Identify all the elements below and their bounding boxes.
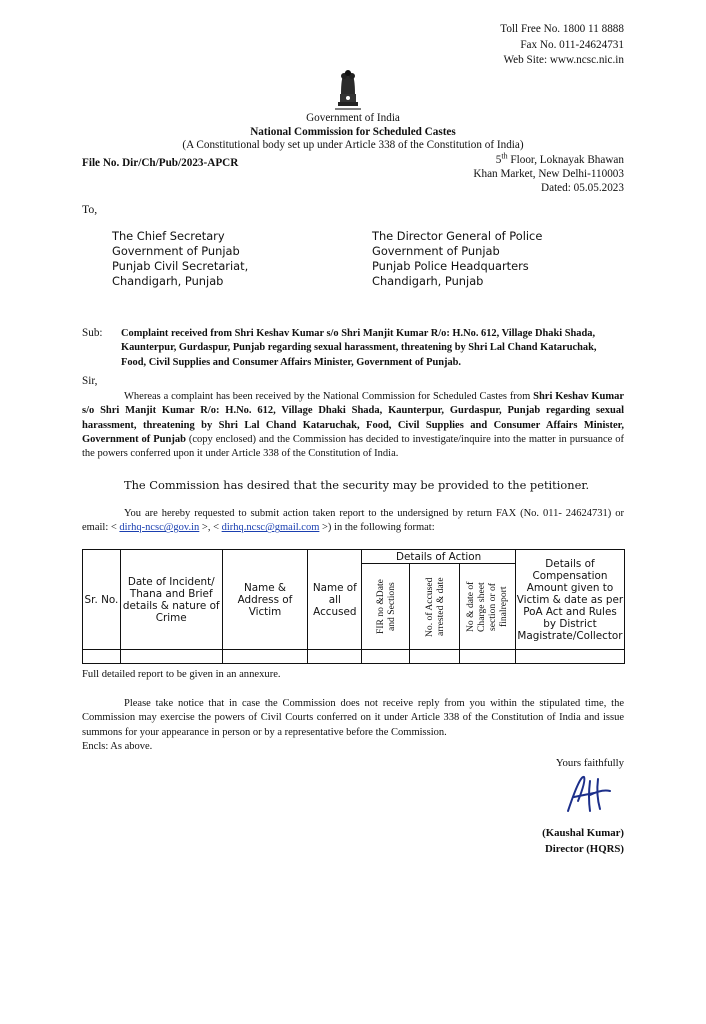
annexure-note: Full detailed report to be given in an annexure. (82, 669, 281, 680)
col-accused: Name of all Accused (308, 550, 362, 650)
addressee-left-line: Chandigarh, Punjab (112, 274, 224, 288)
report-format-table (82, 549, 625, 664)
file-number: File No. Dir/Ch/Pub/2023-APCR (82, 157, 239, 169)
floor-suffix: th (501, 151, 508, 161)
to-label: To, (82, 202, 98, 216)
col-victim: Name & Address of Victim (222, 550, 308, 650)
col-compensation: Details of Compensation Amount given to Victim & date as per PoA Act and Rules by District Magistrate/Collector (515, 550, 624, 650)
email-link-gov[interactable]: dirhq-ncsc@gov.in (119, 522, 200, 534)
para1-bold: Shri Keshav Kumar s/o Shri Manjit Kumar R/o: H.No. 612, Village Dhaki Shada, Kaunterpur, Gurdaspur, Punjab regarding sexual harassment, threatening by Shri Lal Chand Kataruchak, Food, Civil Supplies and Consumer Affairs Minister, Government of Punjab (82, 391, 624, 445)
toll-free-number: Toll Free No. 1800 11 8888 (500, 23, 624, 35)
col-arrested: No. of Accused arrested & date (423, 576, 446, 637)
request-paragraph (82, 507, 624, 536)
addressee-right-line: The Director General of Police (372, 229, 543, 243)
col-fir: FIR no &Date and Sections (374, 579, 397, 634)
closing: Yours faithfully (555, 757, 624, 769)
email-link-gmail[interactable]: dirhq.ncsc@gmail.com (221, 522, 320, 534)
commission-name: National Commission for Scheduled Castes (250, 125, 456, 138)
addressee-left-line: The Chief Secretary (112, 229, 225, 243)
table-row (83, 650, 625, 664)
complaint-paragraph (82, 390, 624, 461)
col-incident: Date of Incident/ Thana and Brief details & nature of Crime (120, 550, 222, 650)
letter-date: Dated: 05.05.2023 (541, 182, 624, 194)
floor-number: 5 (495, 154, 502, 166)
addressee-right-line: Punjab Police Headquarters (372, 259, 529, 273)
floor-rest: Floor, Loknayak Bhawan (507, 154, 624, 166)
contact-block (500, 22, 624, 69)
col-details-action: Details of Action (362, 550, 516, 564)
commission-subtitle: (A Constitutional body set up under Article 338 of the Constitution of India) (182, 139, 524, 152)
col-chargesheet: No & date of Charge sheet section or of finalreport (465, 581, 510, 632)
signatory (542, 825, 624, 857)
para2-text: You are hereby requested to submit action taken report to the undersigned by return FAX (No. 011- 24624731) or email: < (82, 508, 624, 534)
addressee-left-line: Government of Punjab (112, 244, 240, 258)
national-emblem-icon (331, 64, 365, 114)
govt-name: Government of India (306, 112, 400, 124)
addressee-left-line: Punjab Civil Secretariat, (112, 259, 249, 273)
letterhead (0, 112, 706, 153)
subject-label: Sub: (82, 327, 103, 339)
col-sr-no: Sr. No. (83, 550, 121, 650)
enclosures: Encls: As above. (82, 741, 153, 752)
office-line2: Khan Market, New Delhi-110003 (473, 168, 624, 180)
para2-end: >) in the following format: (321, 522, 435, 534)
security-directive: The Commission has desired that the security may be provided to the petitioner. (124, 478, 590, 492)
addressee-right (372, 229, 542, 289)
subject-text: Complaint received from Shri Keshav Kumar s/o Shri Manjit Kumar R/o: H.No. 612, Village Dhaki Shada, Kaunterpur, Gurdaspur, Punjab regarding sexual harassment, threatening by Shri Lal Chand Kataruchak, Food, Civil Supplies and Consumer Affairs Minister, Government of Punjab. (121, 328, 597, 368)
signatory-title: Director (HQRS) (544, 843, 624, 855)
office-address (473, 153, 624, 195)
salutation: Sir, (82, 375, 98, 387)
addressee-right-line: Government of Punjab (372, 244, 500, 258)
addressee-right-line: Chandigarh, Punjab (372, 274, 484, 288)
signatory-name: (Kaushal Kumar) (542, 827, 624, 839)
para1-intro: Whereas a complaint has been received by the National Commission for Scheduled Castes from (124, 391, 531, 402)
signature-icon (560, 771, 620, 819)
para3-text: Please take notice that in case the Commission does not receive reply from you within the stipulated time, the Commission may exercise the powers of Civil Courts conferred on it under Article 338 of the Constitution of India and issue summons for your appearance in person or by a representative before the Commission. (82, 698, 624, 738)
para2-sep: >, < (201, 522, 219, 534)
notice-paragraph (82, 697, 624, 740)
para1-rest: (copy enclosed) and the Commission has decided to investigate/inquire into the matter in pursuance of the powers conferred upon it under Article 338 of the Constitution of India. (82, 433, 625, 460)
website: Web Site: www.ncsc.nic.in (503, 54, 624, 66)
addressee-left (112, 229, 248, 289)
fax-number: Fax No. 011-24624731 (520, 38, 624, 51)
